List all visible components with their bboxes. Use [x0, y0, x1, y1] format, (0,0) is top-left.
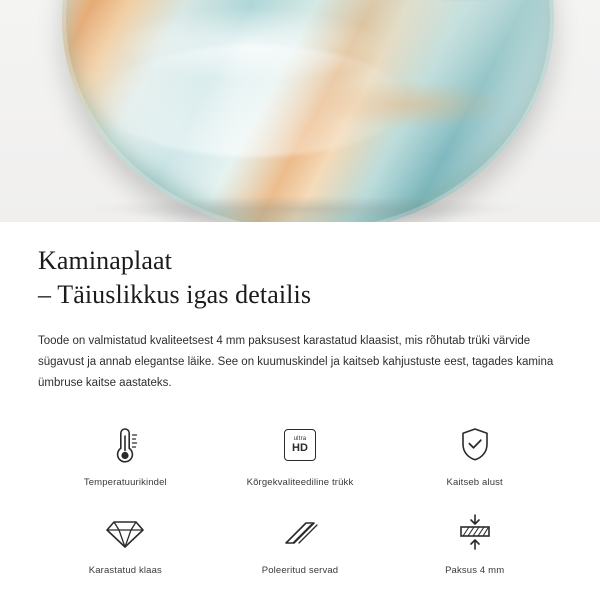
- feature-grid: [38, 422, 562, 576]
- content-area: [0, 222, 600, 576]
- product-description: Toode on valmistatud kvaliteetsest 4 mm paksusest karastatud klaasist, mis rõhutab trüki värvide sügavust ja annab elegantse läike. See on kuumuskindel ja kaitseb kahjustuste eest, tagades kamina ümbruse kaitse aastateks.: [38, 334, 554, 390]
- feature-item-thickness: [387, 510, 562, 576]
- feature-item-surface-protection: [387, 422, 562, 488]
- feature-label: Poleeritud servad: [261, 565, 339, 577]
- ultra-hd-top-text: ultra: [293, 436, 307, 443]
- hero-image: [0, 0, 600, 222]
- feature-item-temperature: [38, 422, 213, 488]
- page-title: [38, 222, 562, 313]
- title-line-1: Kaminaplaat: [38, 246, 172, 275]
- feature-label: Paksus 4 mm: [445, 565, 505, 577]
- feature-item-tempered-glass: [38, 510, 213, 576]
- ultra-hd-bottom-text: HD: [292, 442, 308, 455]
- thickness-arrows-icon: [453, 510, 497, 556]
- feature-item-polished-edges: [213, 510, 388, 576]
- diamond-icon: [103, 510, 147, 556]
- feature-label: Kõrgekvaliteediline trükk: [246, 477, 354, 489]
- thermometer-icon: [105, 422, 145, 468]
- ultra-hd-icon: [284, 422, 316, 468]
- feature-item-print-quality: [213, 422, 388, 488]
- polished-edges-icon: [280, 510, 320, 556]
- plate-drop-shadow: [86, 196, 526, 222]
- feature-label: Kaitseb alust: [446, 477, 503, 489]
- shield-check-icon: [455, 422, 495, 468]
- marble-plate-image: [62, 0, 554, 222]
- feature-label: Temperatuurikindel: [83, 477, 167, 489]
- feature-label: Karastatud klaas: [88, 565, 162, 577]
- title-line-2: – Täiuslikkus igas detailis: [38, 280, 312, 310]
